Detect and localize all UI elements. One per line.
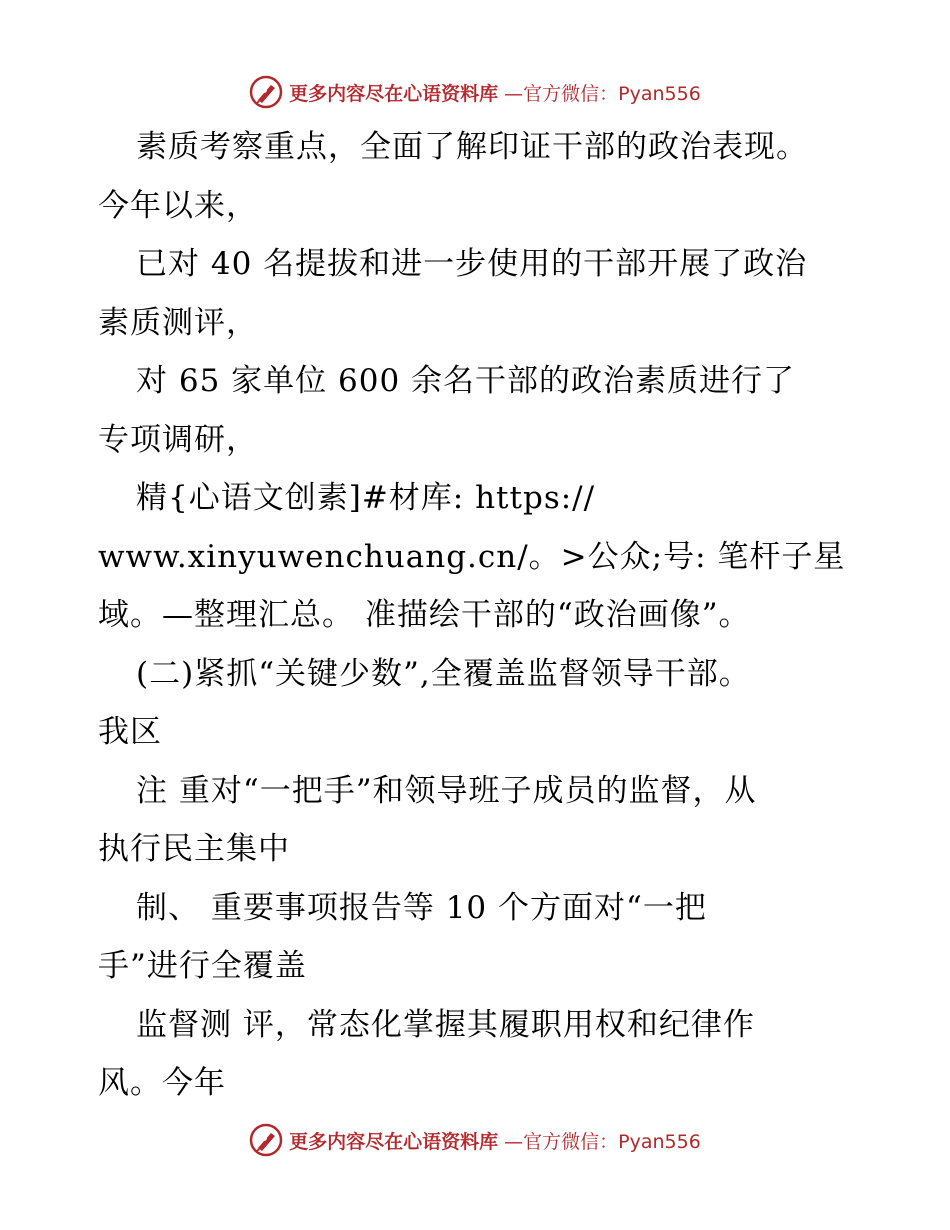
text-line: 已对 40 名提拔和进一步使用的干部开展了政治 [136, 246, 808, 282]
text-line: 精{心语文创素]#材库: https:// [136, 480, 596, 516]
body-text [98, 118, 858, 1113]
footer-banner [0, 1120, 950, 1160]
text-line: 素质测评， [98, 304, 258, 341]
text-line: 执行民主集中 [98, 831, 290, 867]
pen-logo-icon [249, 1123, 283, 1157]
header-banner [0, 72, 950, 112]
text-line: 手”进行全覆盖 [98, 948, 307, 984]
text-line: 素质考察重点，全面了解印证干部的政治表现。 [136, 129, 808, 165]
text-line: 对 65 家单位 600 余名干部的政治素质进行了 [136, 363, 796, 399]
text-line: (二)紧抓“关键少数”,全覆盖监督领导干部。 [136, 655, 751, 692]
header-banner-title: 更多内容尽在心语资料库 [289, 82, 499, 105]
pen-logo-icon [249, 75, 283, 109]
text-line: 监督测 评，常态化掌握其履职用权和纪律作 [136, 1006, 755, 1043]
text-line: 注 重对“一把手”和领导班子成员的监督，从 [136, 772, 757, 809]
header-banner-wechat: —官方微信：Pyan556 [504, 82, 701, 105]
footer-banner-title: 更多内容尽在心语资料库 [289, 1130, 499, 1153]
footer-banner-wechat: —官方微信：Pyan556 [504, 1130, 701, 1153]
text-line: 我区 [98, 714, 162, 750]
text-line: 今年以来， [98, 187, 258, 224]
text-line: 专项调研， [98, 421, 258, 458]
text-line: www.xinyuwenchuang.cn/。>公众;号: 笔杆子星 [98, 538, 846, 575]
text-line: 风。今年 [98, 1065, 226, 1101]
text-line: 制、 重要事项报告等 10 个方面对“一把 [136, 889, 707, 926]
text-line: 域。—整理汇总。 准描绘干部的“政治画像”。 [98, 597, 751, 633]
